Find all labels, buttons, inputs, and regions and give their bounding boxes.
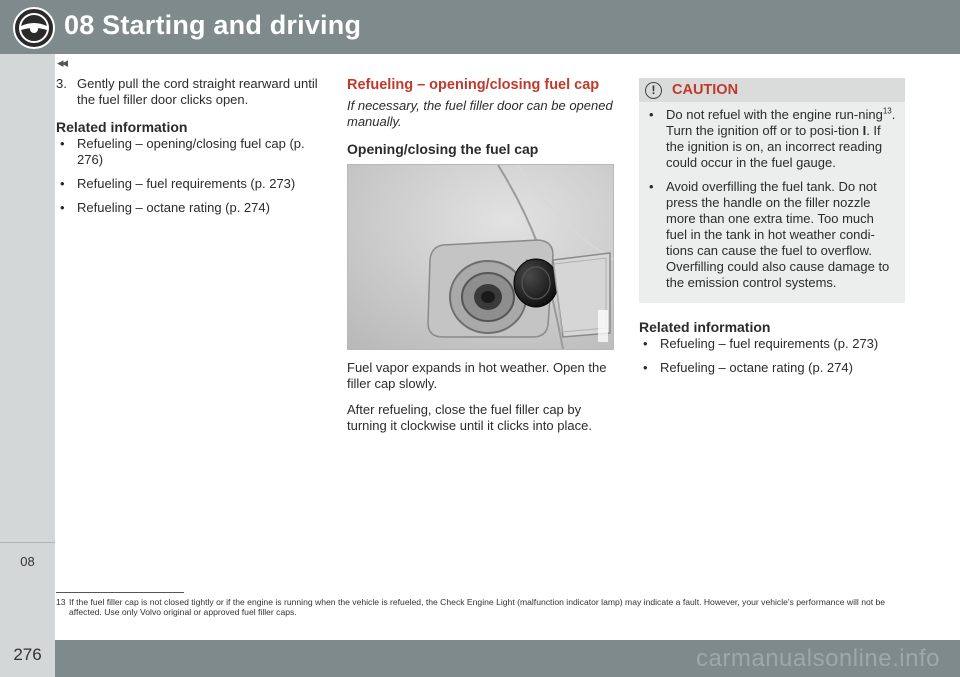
bullet-icon: • (649, 179, 654, 194)
step-number: 3. (56, 76, 67, 91)
warning-exclamation-icon: ! (645, 82, 662, 99)
side-tab-number: 08 (20, 554, 35, 569)
ignition-position: I (862, 123, 867, 138)
section-title: Refueling – opening/closing fuel cap (347, 77, 600, 93)
footnote-text: If the fuel filler cap is not closed tightly or if the engine is running when the vehicle is refueled, the Check Engine Light (malfunction indicator lamp) may indicate a fault. However, your vehicle's performance will not be affected. Use only Volvo original or approved fuel filler caps. (69, 597, 886, 617)
bullet-icon: • (649, 107, 654, 122)
related-info-list (56, 136, 328, 216)
fuel-cap-illustration (347, 164, 614, 350)
related-link[interactable]: • Refueling – opening/closing fuel cap (p. 276) (56, 136, 328, 168)
related-link[interactable]: • Refueling – octane rating (p. 274) (639, 360, 907, 376)
caution-header (639, 78, 905, 102)
caution-box (639, 78, 905, 303)
chapter-title: 08 Starting and driving (64, 10, 362, 40)
related-info-heading: Related information (56, 119, 188, 135)
side-tab-divider (0, 542, 55, 543)
step-text: Gently pull the cord straight rearward until the fuel filler door clicks open. (77, 76, 318, 107)
related-link[interactable]: • Refueling – fuel requirements (p. 273) (56, 176, 328, 192)
paragraph-closing-cap: After refueling, close the fuel filler cap by turning it clockwise until it clicks into place. (347, 402, 592, 433)
section-intro: If necessary, the fuel filler door can be opened manually. (347, 98, 613, 129)
caution-item: • Avoid overfilling the fuel tank. Do not press the handle on the filler nozzle more than one extra time. Too much fuel in the tank in hot weather condi-tions can cause the fuel to overflow. Overfilling could also cause damage to the emission control systems. (645, 179, 897, 291)
caution-item: • Do not refuel with the engine run-ning$^{13}$. Turn the ignition off or to posi-tion I. If the ignition is on, an incorrect reading could occur in the fuel gauge. (645, 107, 897, 171)
steering-wheel-icon (12, 6, 56, 50)
related-link[interactable]: • Refueling – octane rating (p. 274) (56, 200, 328, 216)
paragraph-fuel-vapor: Fuel vapor expands in hot weather. Open the filler cap slowly. (347, 360, 607, 391)
column-right (639, 76, 907, 376)
footnote (56, 597, 916, 617)
bullet-icon: • (643, 336, 648, 351)
previous-page-arrows-icon[interactable]: ◂◂ (57, 55, 67, 70)
column-middle (347, 76, 617, 434)
chapter-side-tab[interactable] (0, 54, 55, 617)
caution-list (639, 102, 905, 291)
subsection-title: Opening/closing the fuel cap (347, 141, 539, 157)
caution-title: CAUTION (672, 82, 739, 98)
bullet-icon: • (60, 176, 65, 191)
page-number: 276 (13, 645, 42, 664)
footnote-ref[interactable]: 13 (882, 106, 892, 116)
watermark-text: carmanualsonline.info (696, 645, 940, 672)
footnote-number: 13 (56, 597, 66, 607)
footnote-rule (56, 592, 184, 593)
step-3 (56, 76, 328, 108)
related-info-heading: Related information (639, 319, 771, 335)
bullet-icon: • (60, 136, 65, 151)
column-left (56, 76, 328, 216)
chapter-header (0, 0, 960, 54)
bullet-icon: • (60, 200, 65, 215)
related-link[interactable]: • Refueling – fuel requirements (p. 273) (639, 336, 907, 352)
related-info-list (639, 336, 907, 376)
bullet-icon: • (643, 360, 648, 375)
